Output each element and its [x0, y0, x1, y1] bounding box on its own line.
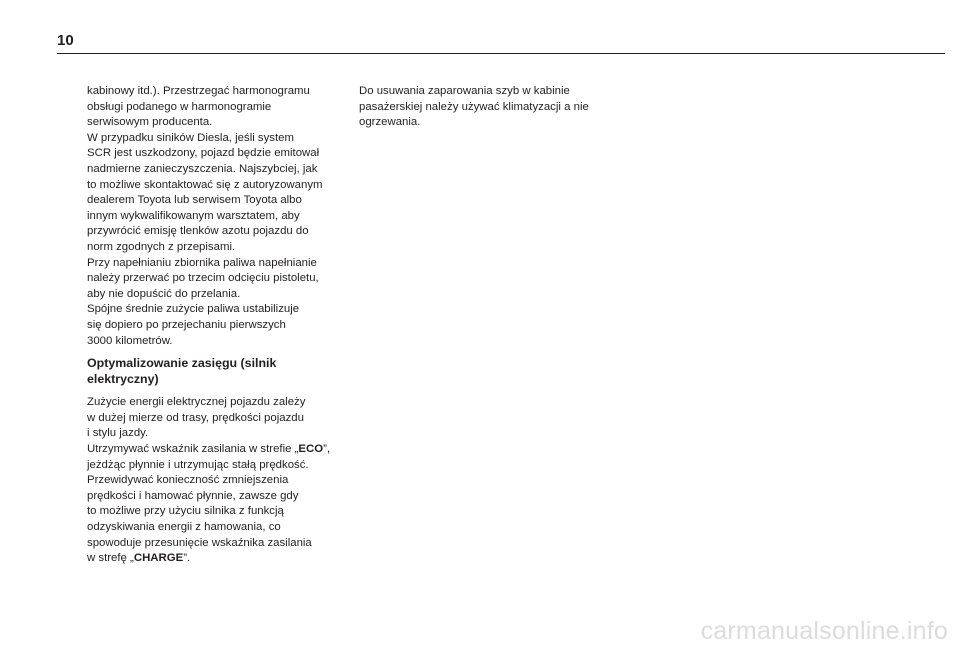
right-column — [359, 84, 621, 131]
text-run: ”. — [183, 552, 191, 565]
body-paragraph: Zużycie energii elektrycznej pojazdu zależy w dużej mierze od trasy, prędkości pojazdu i stylu jazdy. — [87, 396, 306, 440]
body-paragraph: W przypadku siników Diesla, jeśli system SCR jest uszkodzony, pojazd będzie emitował nadmierne zanieczyszczenia. Najszybciej, jak to możliwe skontaktować się z autoryzowanym dealerem Toyota lub serwisem Toyota albo innym wykwalifikowanym warsztatem, aby przywrócić emisję tlenków azotu pojazdu do norm zgodnych z przepisami. — [87, 131, 323, 253]
page-number: 10 — [57, 32, 74, 49]
eco-label: ECO — [298, 443, 324, 456]
text-run: Przewidywać konieczność zmniejszenia prędkości i hamować płynnie, zawsze gdy to możliwe przy użyciu silnika z funkcją odzyskiwania energii z hamowania, co spowoduje przesunięcie wskaźnika zasilania w strefę „ — [87, 474, 312, 565]
body-paragraph: Przy napełnianiu zbiornika paliwa napełnianie należy przerwać po trzecim odcięciu pistoletu, aby nie dopuścić do przelania. — [87, 256, 319, 300]
charge-label: CHARGE — [133, 552, 184, 565]
body-paragraph: Do usuwania zaparowania szyb w kabinie pasażerskiej należy używać klimatyzacji a nie ogrzewania. — [359, 85, 589, 129]
text-run: ”, jeżdżąc płynnie i utrzymując stałą prędkość. — [87, 443, 331, 471]
watermark: carmanualsonline.info — [700, 617, 948, 645]
header-divider — [57, 53, 945, 54]
section-heading: Optymalizowanie zasięgu (silnik elektryczny) — [87, 356, 277, 386]
left-column — [87, 84, 349, 567]
text-run: Utrzymywać wskaźnik zasilania w strefie „ — [87, 443, 299, 456]
body-paragraph — [87, 473, 349, 567]
body-paragraph: kabinowy itd.). Przestrzegać harmonogramu obsługi podanego w harmonogramie serwisowym producenta. — [87, 85, 310, 129]
body-paragraph: Spójne średnie zużycie paliwa ustabilizuje się dopiero po przejechaniu pierwszych 3000 kilometrów. — [87, 303, 300, 347]
body-paragraph — [87, 442, 349, 473]
